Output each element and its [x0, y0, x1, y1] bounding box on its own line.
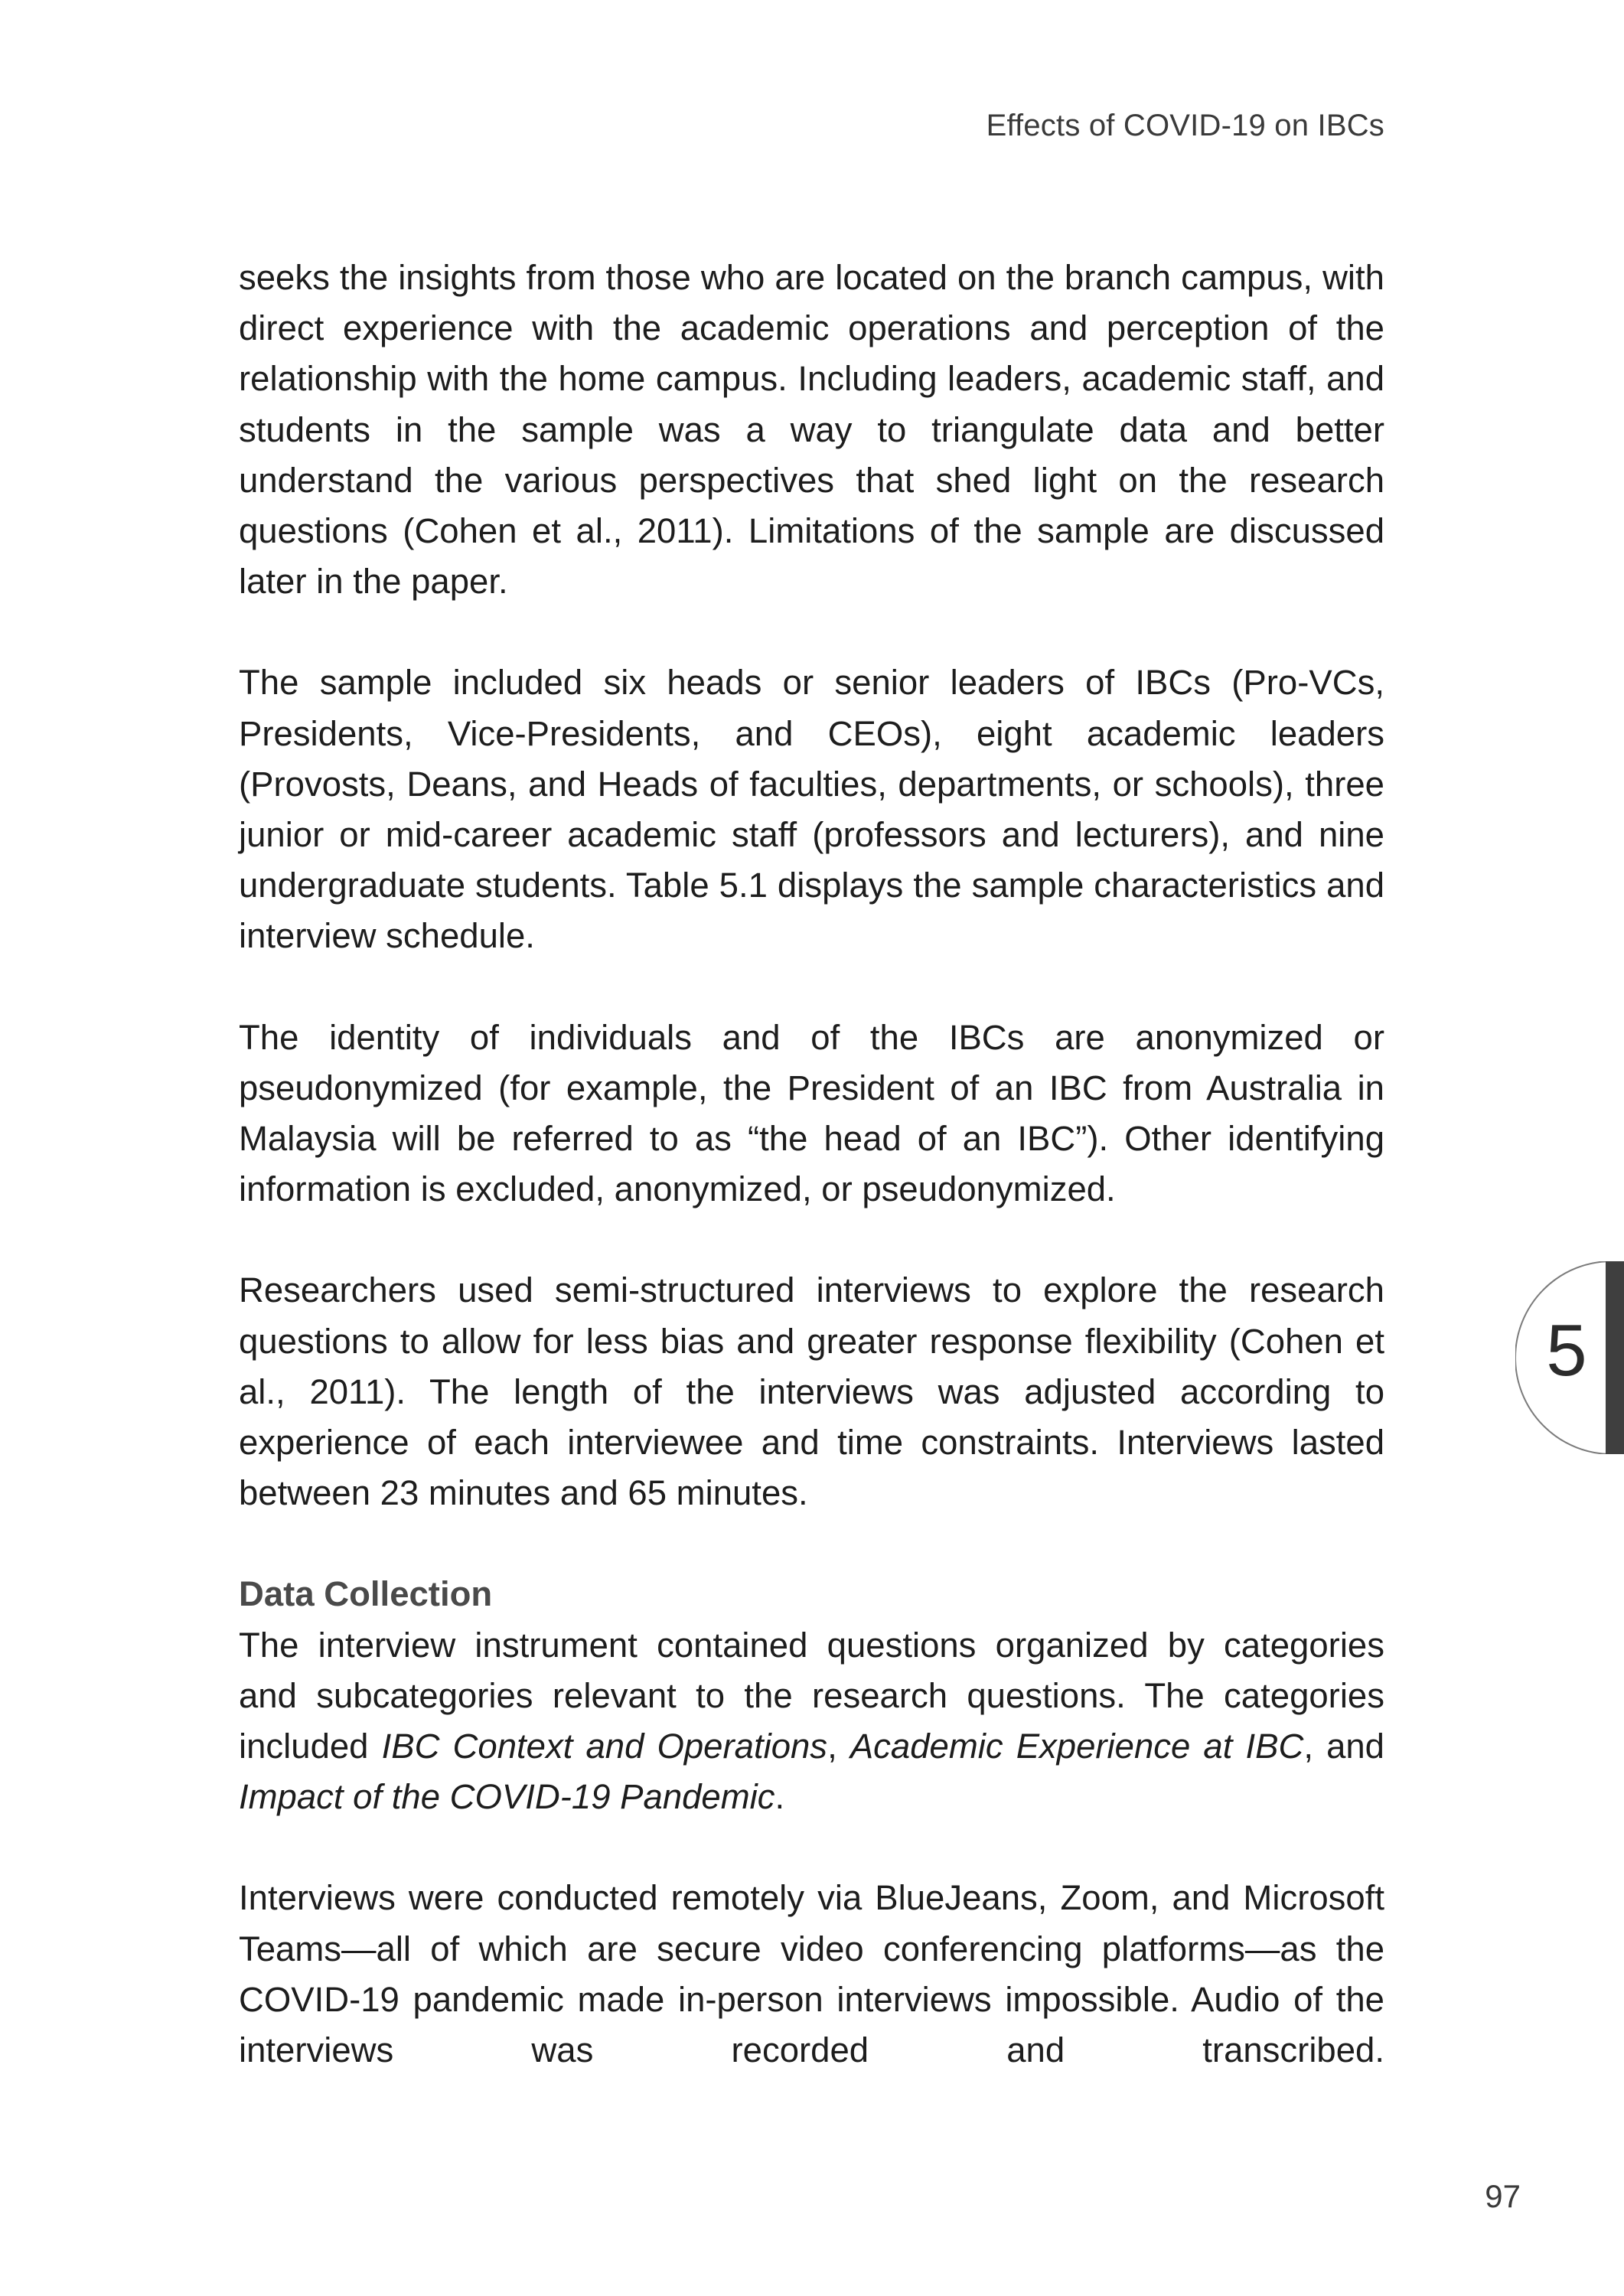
page-number: 97: [1485, 2178, 1521, 2214]
sentence-end: .: [774, 1777, 785, 1817]
category-separator: ,: [827, 1727, 850, 1766]
paragraph-anonymization: The identity of individuals and of the IBCs are anonymized or pseudonymized (for example, the President of an IBC from Australia in Malaysia will be referred to as “the head of an IBC”). Other identifying information is excluded, anonymized, or pseudonymized.: [239, 1017, 1384, 1209]
paragraph-remote-interviews: Interviews were conducted remotely via BlueJeans, Zoom, and Microsoft Teams—all of which are secure video conferencing platforms—as the COVID-19 pandemic made in-person interviews impossible. Audio of the interviews was recorded and transcribed.: [239, 1878, 1384, 2070]
chapter-tab: [1515, 1261, 1624, 1454]
paragraph-interview-instrument: [239, 1620, 1384, 1823]
paragraph-interview-method: Researchers used semi-structured interviews to explore the research questions to allow for less bias and greater response flexibility (Cohen et al., 2011). The length of the interviews was adjusted according to experience of each interviewee and time constraints. Interviews lasted between 23 minutes and 65 minutes.: [239, 1270, 1384, 1513]
paragraph-sample-insights: seeks the insights from those who are located on the branch campus, with direct experience with the academic operations and perception of the relationship with the home campus. Including leaders, academic staff, and students in the sample was a way to triangulate data and better understand the various perspectives that shed light on the research questions (Cohen et al., 2011). Limitations of the sample are discussed later in the paper.: [239, 258, 1384, 602]
chapter-number: 5: [1546, 1309, 1587, 1391]
instrument-intro-text: The interview instrument contained questions organized by categories and subcategories relevant to the research questions. The categories included: [239, 1625, 1384, 1766]
running-head: Effects of COVID-19 on IBCs: [986, 109, 1384, 142]
category-academic-experience: Academic Experience at IBC: [850, 1727, 1304, 1766]
paragraph-sample-composition: The sample included six heads or senior leaders of IBCs (Pro-VCs, Presidents, Vice-Presidents, and CEOs), eight academic leaders (Provosts, Deans, and Heads of faculties, departments, or schools), three junior or mid-career academic staff (professors and lecturers), and nine undergraduate students. Table 5.1 displays the sample characteristics and interview schedule.: [239, 663, 1384, 956]
body-text: [239, 253, 1384, 2076]
category-separator: , and: [1303, 1727, 1384, 1766]
category-ibc-context: IBC Context and Operations: [381, 1727, 828, 1766]
section-heading-data-collection: Data Collection: [239, 1574, 493, 1614]
category-covid-impact: Impact of the COVID-19 Pandemic: [239, 1777, 775, 1817]
